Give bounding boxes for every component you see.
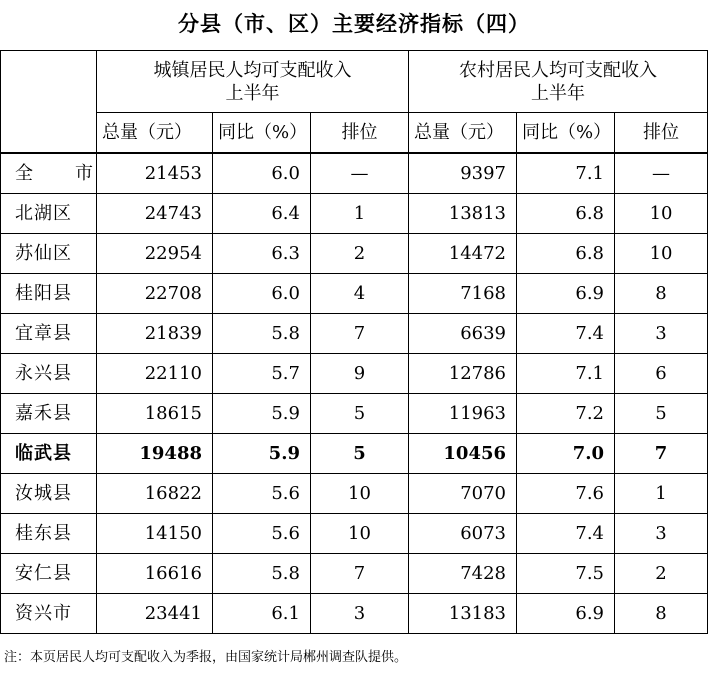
header-corner-cell <box>1 51 97 154</box>
rural-income-period: 上半年 <box>531 82 586 104</box>
rural-income-title: 农村居民人均可支配收入 <box>459 59 658 81</box>
urban-yoy-cell: 5.9 <box>213 434 311 474</box>
urban-total-cell: 14150 <box>97 514 213 554</box>
region-name-cell: 桂阳县 <box>1 274 97 314</box>
urban-yoy-cell: 6.4 <box>213 194 311 234</box>
table-row <box>1 274 708 314</box>
region-name-cell: 北湖区 <box>1 194 97 234</box>
region-name-cell: 苏仙区 <box>1 234 97 274</box>
urban-rank-cell: 9 <box>311 354 409 394</box>
urban-yoy-header: 同比（%） <box>213 113 311 154</box>
urban-yoy-cell: 5.8 <box>213 314 311 354</box>
rural-rank-cell: 3 <box>615 314 708 354</box>
urban-total-cell: 22110 <box>97 354 213 394</box>
rural-yoy-cell: 7.2 <box>517 394 615 434</box>
urban-yoy-cell: 5.9 <box>213 394 311 434</box>
urban-rank-cell: 2 <box>311 234 409 274</box>
table-row <box>1 354 708 394</box>
table-row <box>1 394 708 434</box>
urban-yoy-cell: 5.7 <box>213 354 311 394</box>
urban-total-cell: 21839 <box>97 314 213 354</box>
rural-yoy-cell: 6.8 <box>517 234 615 274</box>
rural-total-cell: 7070 <box>409 474 517 514</box>
rural-rank-cell: — <box>615 153 708 194</box>
page-title: 分县（市、区）主要经济指标（四） <box>178 12 530 36</box>
urban-yoy-cell: 5.6 <box>213 474 311 514</box>
rural-yoy-cell: 7.6 <box>517 474 615 514</box>
header-group-row <box>1 51 708 113</box>
urban-rank-cell: 7 <box>311 314 409 354</box>
rural-yoy-cell: 7.1 <box>517 153 615 194</box>
urban-total-cell: 16822 <box>97 474 213 514</box>
rural-rank-cell: 8 <box>615 274 708 314</box>
rural-yoy-header: 同比（%） <box>517 113 615 154</box>
urban-yoy-cell: 5.6 <box>213 514 311 554</box>
rural-rank-cell: 6 <box>615 354 708 394</box>
footnote: 注：本页居民人均可支配收入为季报，由国家统计局郴州调查队提供。 <box>4 650 408 665</box>
urban-rank-cell: 4 <box>311 274 409 314</box>
urban-income-title: 城镇居民人均可支配收入 <box>153 59 352 81</box>
region-name-cell: 汝城县 <box>1 474 97 514</box>
rural-total-cell: 13813 <box>409 194 517 234</box>
region-name-cell: 安仁县 <box>1 554 97 594</box>
rural-income-header <box>409 51 708 113</box>
table-row <box>1 434 708 474</box>
table-row <box>1 153 708 194</box>
urban-total-cell: 18615 <box>97 394 213 434</box>
rural-total-cell: 6073 <box>409 514 517 554</box>
region-name-cell: 资兴市 <box>1 594 97 634</box>
urban-rank-cell: 10 <box>311 474 409 514</box>
urban-total-cell: 22708 <box>97 274 213 314</box>
urban-rank-cell: 10 <box>311 514 409 554</box>
rural-total-cell: 10456 <box>409 434 517 474</box>
rural-yoy-cell: 6.8 <box>517 194 615 234</box>
rural-yoy-cell: 7.4 <box>517 314 615 354</box>
region-name-cell: 永兴县 <box>1 354 97 394</box>
urban-yoy-cell: 6.3 <box>213 234 311 274</box>
urban-rank-cell: 3 <box>311 594 409 634</box>
urban-total-cell: 16616 <box>97 554 213 594</box>
rural-rank-cell: 10 <box>615 194 708 234</box>
urban-income-period: 上半年 <box>225 82 280 104</box>
urban-yoy-cell: 6.1 <box>213 594 311 634</box>
rural-total-cell: 12786 <box>409 354 517 394</box>
region-name-cell: 全 市 <box>1 153 97 194</box>
rural-total-cell: 7428 <box>409 554 517 594</box>
rural-yoy-cell: 6.9 <box>517 274 615 314</box>
rural-rank-cell: 2 <box>615 554 708 594</box>
rural-total-cell: 11963 <box>409 394 517 434</box>
rural-total-cell: 7168 <box>409 274 517 314</box>
rural-yoy-cell: 6.9 <box>517 594 615 634</box>
rural-total-header: 总量（元） <box>409 113 517 154</box>
urban-total-cell: 23441 <box>97 594 213 634</box>
region-name-cell: 嘉禾县 <box>1 394 97 434</box>
region-name-cell: 宜章县 <box>1 314 97 354</box>
rural-rank-header: 排位 <box>615 113 708 154</box>
urban-income-header <box>97 51 409 113</box>
table-row <box>1 474 708 514</box>
rural-yoy-cell: 7.5 <box>517 554 615 594</box>
urban-rank-cell: 5 <box>311 394 409 434</box>
urban-total-cell: 24743 <box>97 194 213 234</box>
rural-yoy-cell: 7.1 <box>517 354 615 394</box>
urban-rank-cell: 7 <box>311 554 409 594</box>
rural-yoy-cell: 7.4 <box>517 514 615 554</box>
urban-total-cell: 22954 <box>97 234 213 274</box>
region-name-cell: 桂东县 <box>1 514 97 554</box>
urban-rank-header: 排位 <box>311 113 409 154</box>
rural-total-cell: 14472 <box>409 234 517 274</box>
region-name-cell: 临武县 <box>1 434 97 474</box>
urban-total-cell: 19488 <box>97 434 213 474</box>
table-row <box>1 234 708 274</box>
header-column-row <box>1 113 708 154</box>
rural-total-cell: 13183 <box>409 594 517 634</box>
indicator-table <box>0 50 708 634</box>
table-row <box>1 594 708 634</box>
rural-total-cell: 6639 <box>409 314 517 354</box>
rural-rank-cell: 7 <box>615 434 708 474</box>
table-row <box>1 314 708 354</box>
rural-rank-cell: 3 <box>615 514 708 554</box>
table-row <box>1 194 708 234</box>
rural-rank-cell: 10 <box>615 234 708 274</box>
urban-yoy-cell: 6.0 <box>213 274 311 314</box>
rural-rank-cell: 1 <box>615 474 708 514</box>
rural-yoy-cell: 7.0 <box>517 434 615 474</box>
urban-total-cell: 21453 <box>97 153 213 194</box>
table-row <box>1 554 708 594</box>
rural-total-cell: 9397 <box>409 153 517 194</box>
urban-rank-cell: 1 <box>311 194 409 234</box>
urban-yoy-cell: 6.0 <box>213 153 311 194</box>
urban-yoy-cell: 5.8 <box>213 554 311 594</box>
rural-rank-cell: 5 <box>615 394 708 434</box>
rural-rank-cell: 8 <box>615 594 708 634</box>
urban-rank-cell: 5 <box>311 434 409 474</box>
table-row <box>1 514 708 554</box>
urban-total-header: 总量（元） <box>97 113 213 154</box>
urban-rank-cell: — <box>311 153 409 194</box>
